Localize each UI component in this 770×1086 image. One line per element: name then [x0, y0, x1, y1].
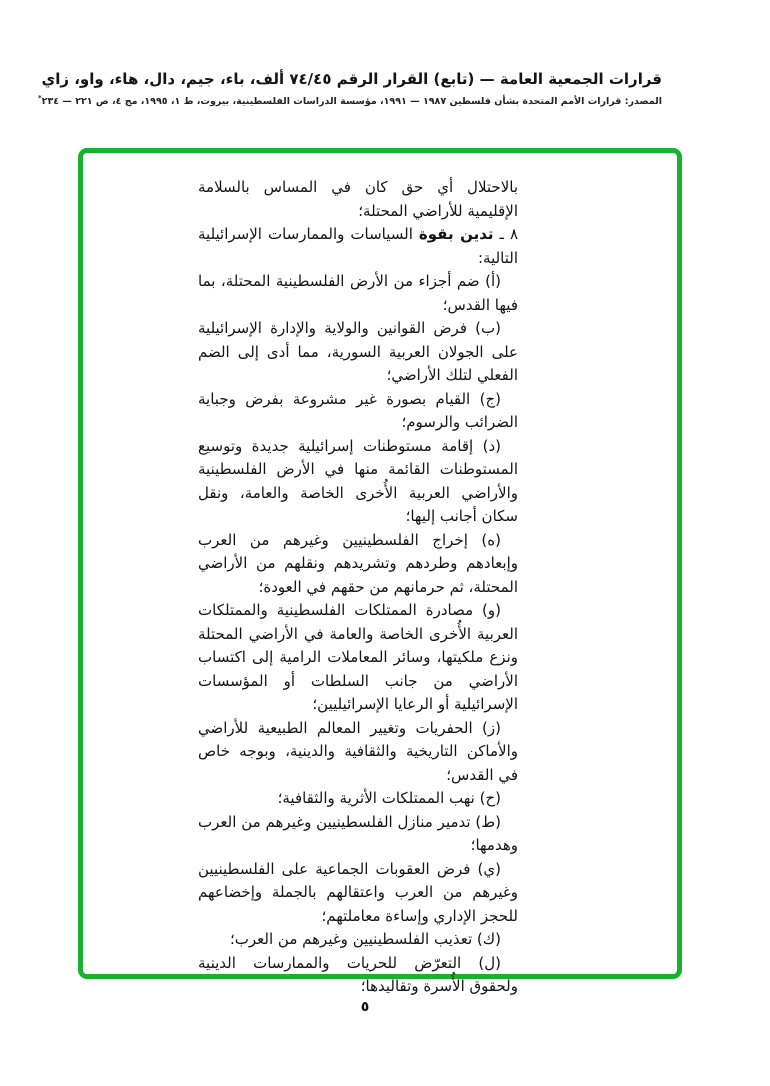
paragraph-text: (ب) فرض القوانين والولاية والإدارة الإسرائيلية على الجولان العربية السورية، مما أدى إلى الضم الفعلي لتلك الأراضي؛	[198, 319, 518, 384]
document-body	[198, 176, 518, 999]
list-item-hha	[198, 787, 518, 811]
paragraph-text: (ه) إخراج الفلسطينيين وغيرهم من العرب وإبعادهم وطردهم وتشريدهم ونقلهم من الأراضي المحتلة، ثم حرمانهم من حقهم في العودة؛	[198, 530, 518, 596]
header-source-text: المصدر: قرارات الأمم المتحدة بشأن فلسطين ١٩٨٧ — ١٩٩١، مؤسسة الدراسات الفلسطينية، بيروت، ط ١، ١٩٩٥، مج ٤، ص ٢٢١ — ٢٣٤	[41, 96, 662, 108]
list-item-tta	[198, 811, 518, 858]
paragraph-text: (ك) تعذيب الفلسطينيين وغيرهم من العرب؛	[230, 930, 501, 948]
list-item-ha	[198, 529, 518, 600]
footnote-marker: *	[37, 94, 42, 102]
list-item-kaf	[198, 928, 518, 952]
paragraph-text: بالاحتلال أي حق كان في المساس بالسلامة الإقليمية للأراضي المحتلة؛	[198, 178, 518, 220]
list-item-waw	[198, 599, 518, 717]
paragraph-continuation	[198, 176, 518, 223]
paragraph-text: (ج) القيام بصورة غير مشروعة بفرض وجباية الضرائب والرسوم؛	[198, 389, 518, 431]
list-item-ya	[198, 858, 518, 929]
paragraph-bold-text: تدين بقوة	[418, 225, 494, 243]
paragraph-text: (د) إقامة مستوطنات إسرائيلية جديدة وتوسيع المستوطنات القائمة منها في الأرض الفلسطينية والأراضي العربية الأُخرى الخاصة والعامة، ونقل سكان أجانب إليها؛	[198, 436, 518, 525]
paragraph-text: (أ) ضم أجزاء من الأرض الفلسطينية المحتلة، بما فيها القدس؛	[198, 272, 518, 314]
header-source-line	[37, 94, 662, 108]
header-title: قرارات الجمعية العامة — (تابع) القرار الرقم ٧٤/٤٥ ألف، باء، جيم، دال، هاء، واو، زاي	[41, 70, 662, 88]
page-number: ٥	[360, 999, 370, 1015]
paragraph-text: (ي) فرض العقوبات الجماعية على الفلسطينيين وغيرهم من العرب واعتقالهم بالجملة وإخضاعهم للحجز الإداري وإساءة معاملتهم؛	[198, 859, 518, 925]
page-header	[37, 70, 662, 108]
paragraph-8	[198, 223, 518, 270]
paragraph-text: (ل) التعرّض للحريات والممارسات الدينية ولحقوق الأُسرة وتقاليدها؛	[198, 953, 518, 995]
list-item-jim	[198, 388, 518, 435]
paragraph-text: (ز) الحفريات وتغيير المعالم الطبيعية للأراضي والأماكن التاريخية والثقافية والدينية، وبوجه خاص في القدس؛	[198, 718, 518, 784]
list-item-alef	[198, 270, 518, 317]
list-item-lam	[198, 952, 518, 999]
paragraph-text: السياسات والممارسات الإسرائيلية التالية:	[198, 225, 518, 267]
paragraph-number: ٨ ـ	[493, 225, 518, 243]
list-item-dal	[198, 435, 518, 529]
paragraph-text: (ح) نهب الممتلكات الأثرية والثقافية؛	[277, 789, 501, 807]
paragraph-text: (ط) تدمير منازل الفلسطينيين وغيرهم من العرب وهدمها؛	[198, 812, 518, 854]
list-item-ba	[198, 317, 518, 388]
list-item-zay	[198, 717, 518, 788]
paragraph-text: (و) مصادرة الممتلكات الفلسطينية والممتلكات العربية الأُخرى الخاصة والعامة في الأراضي المحتلة ونزع ملكيتها، وسائر المعاملات الرامية إلى اكتساب الأراضي من جانب السلطات أو المؤسسات الإسرائيلية أو الرعايا الإسرائيليين؛	[198, 601, 518, 713]
